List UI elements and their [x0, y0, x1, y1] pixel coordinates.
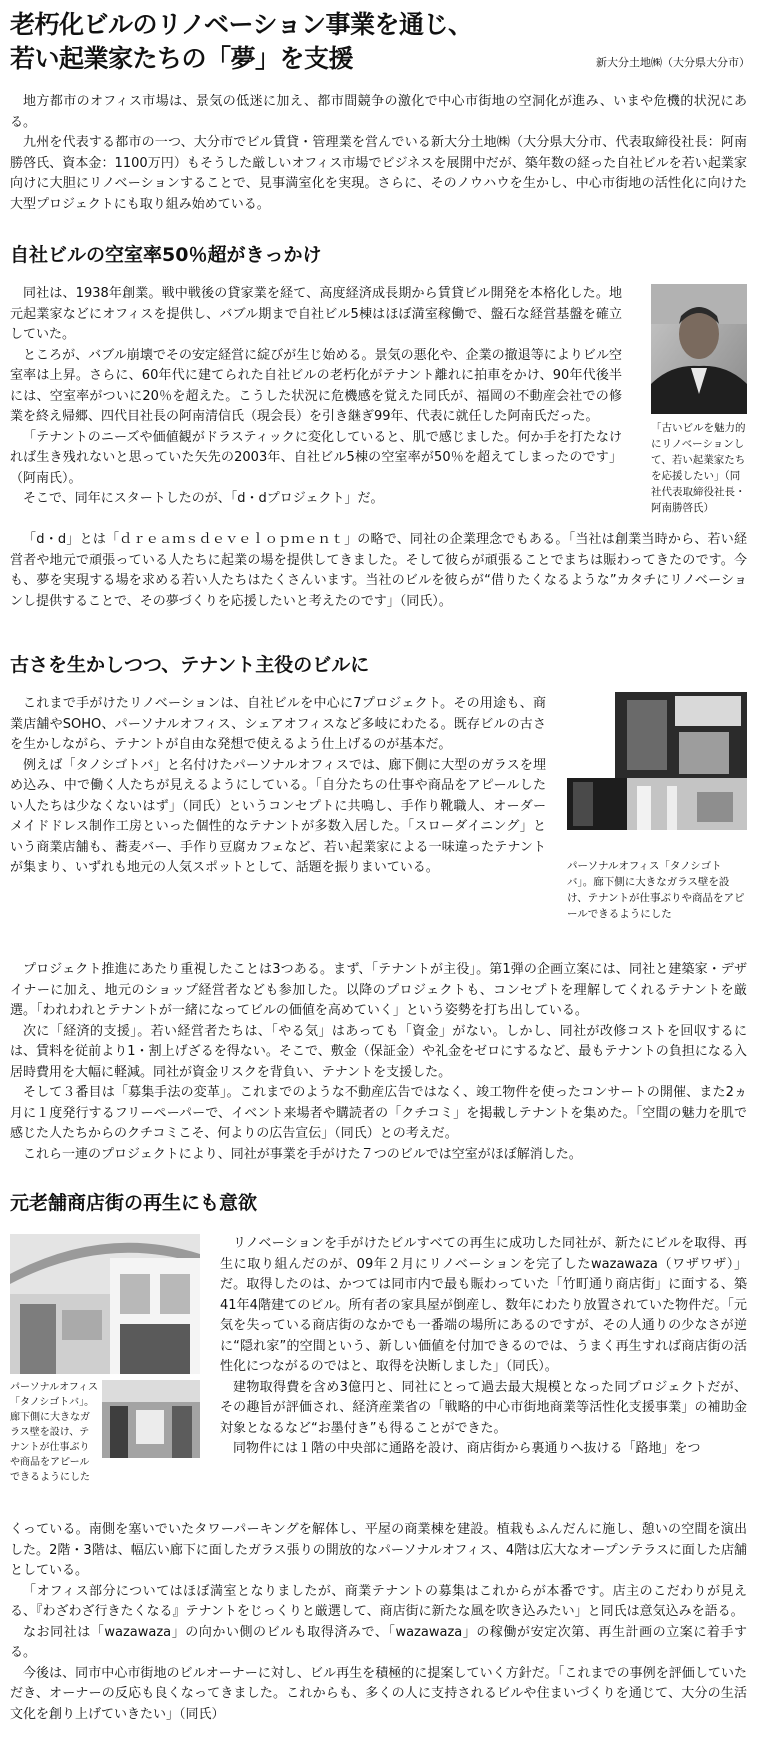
intro — [10, 92, 747, 215]
office-image — [567, 692, 747, 830]
paragraph: 例えば「タノシゴトバ」と名付けたパーソナルオフィスでは、廊下側に大型のガラスを埋め込み、中で働く人たちが見えるようにしている。「自分たちの仕事や商品をアピールしたい人たちは少なくないはず」（同氏）というコンセプトに共鳴し、手作り靴職人、オーダーメイドドレス制作工房といった個性的なテナントが多数入居した。「スローダイニング」という商業店舗も、蕎麦バー、手作り豆腐カフェなど、若い起業家による一味違ったテナントが集まり、いずれも地元の人気スポットとして、話題を振りまいている。 — [10, 757, 546, 875]
company-name: 新大分土地㈱（大分県大分市） — [596, 56, 750, 69]
paragraph: これら一連のプロジェクトにより、同社が事業を手がけた７つのビルでは空室がほぼ解消した。 — [23, 1146, 582, 1162]
office-photos — [567, 692, 747, 830]
paragraph: 「d・d」とは「ｄｒｅａｍｓｄｅｖｅｌｏｐｍｅｎｔ」の略で、同社の企業理念でもある。「当社は創業当時から、若い経営者や地元で頑張っている人たちに起業の場を提供してきました。そして彼らが頑張ることでまちは賑わってきたのです。今も、夢を実現する場を求める若い人たちはたくさんいます。当社のビルを彼らが“借りたくなるような”カタチにリノベーションし提供することで、その夢づくりを応援したいと考えたのです」（同氏）。 — [10, 532, 747, 609]
paragraph: 「テナントのニーズや価値観がドラスティックに変化していると、肌で感じました。何か手を打たなければ生き残れないと思っていた矢先の2003年、自社ビル5棟の空室率が50％を超えてしまったのです」（阿南氏）。 — [10, 429, 622, 486]
title-line-2: 若い起業家たちの「夢」を支援 — [10, 44, 354, 73]
article-title — [10, 8, 530, 76]
paragraph: リノベーションを手がけたビルすべての再生に成功した同社が、新たにビルを取得、再生に取り組んだのが、09年２月にリノベーションを完了したwazawaza（ワザワザ）」だ。取得したのは、かつては同市内で最も賑わっていた「竹町通り商店街」に面する、築41年4階建てのビル。所有者の家具屋が倒産し、数年にわたり放置されていた物件だ。「元気を失っている商店街のなかでも一番端の場所にあるのですが、その人通りの少なさが逆に“隠れ家”的空間という、新しい価値を付加できるのでは、うまく再生すれば商店街の活性化につながるのではと、取得を決断しました」（同氏）。 — [220, 1236, 747, 1374]
section2-text — [10, 694, 546, 879]
portrait-photo — [651, 284, 747, 414]
portrait-caption: 「古いビルを魅力的にリノベーションして、若い起業家たちを応援したい」（同社代表取締役社長・阿南勝啓氏） — [651, 422, 746, 514]
title-line-1: 老朽化ビルのリノベーション事業を通じ、 — [10, 10, 473, 39]
intro-paragraph: 地方都市のオフィス市場は、景気の低迷に加え、都市間競争の激化で中心市街地の空洞化が進み、いまや危機的状況にある。 — [10, 94, 747, 130]
paragraph: そこで、同年にスタートしたのが、「d・dプロジェクト」だ。 — [23, 491, 384, 506]
section3-heading: 元老舗商店街の再生にも意欲 — [10, 1192, 258, 1214]
paragraph: 「オフィス部分についてはほぼ満室となりましたが、商業テナントの募集はこれからが本番です。店主のこだわりが見える、『わざわざ行きたくなる』テナントをじっくりと厳選して、商店街に新たな風を吹き込みたい」と同氏は意気込みを語る。 — [10, 1583, 747, 1619]
portrait-image — [651, 284, 747, 414]
intro-paragraph: 九州を代表する都市の一つ、大分市でビル賃貸・管理業を営んでいる新大分土地㈱（大分県大分市、代表取締役社長：阿南勝啓氏、資本金：1100万円）もそうした厳しいオフィス市場でビジネスを展開中だが、築年数の経った自社ビルを若い起業家向けに大胆にリノベーションすることで、見事満室化を実現。さらに、そのノウハウを生かし、中心市街地の活性化に向けた大型プロジェクトにも取り組み始めている。 — [10, 135, 747, 212]
office-caption: パーソナルオフィス「タノシゴトバ」。廊下側に大きなガラス壁を設け、テナントが仕事ぶりや商品をアピールできるようにした — [567, 860, 745, 920]
section3-text — [220, 1234, 747, 1460]
paragraph: なお同社は「wazawaza」の向かい側のビルも取得済みで、「wazawaza」の稼働が安定次第、再生計画の立案に着手する。 — [10, 1624, 747, 1660]
paragraph: 次に「経済的支援」。若い経営者たちは、「やる気」はあっても「資金」がない。しかし、同社が改修コストを回収するには、賃料を従前より1・割上げざるを得ない。そこで、敷金（保証金）や礼金をゼロにするなど、最もテナントの負担になる入居時費用を大幅に軽減。同社が資金リスクを背負い、テナントを支援した。 — [10, 1023, 747, 1080]
interior-image — [102, 1380, 200, 1458]
paragraph: くっている。南側を塞いでいたタワーパーキングを解体し、平屋の商業棟を建設。植栽もふんだんに施し、憩いの空間を演出した。2階・3階は、幅広い廊下に面したガラス張りの開放的なパーソナルオフィス、4階は広大なオープンテラスに面した店舗としている。 — [10, 1522, 747, 1578]
section1-heading: 自社ビルの空室率50％超がきっかけ — [10, 244, 322, 266]
paragraph: プロジェクト推進にあたり重視したことは3つある。まず、「テナントが主役」。第1弾の企画立案には、同社と建築家・デザイナーに加え、地元のショップ経営者なども参加した。以降のプロジェクトも、コンセプトを理解してくれるテナントを厳選。「われわれとテナントが一緒になってビルの価値を高めていく」という姿勢を打ち出している。 — [10, 962, 747, 1018]
paragraph: これまで手がけたリノベーションは、自社ビルを中心に7プロジェクト。その用途も、商業店舗やSOHO、パーソナルオフィス、シェアオフィスなど多岐にわたる。既存ビルの古さを生かしながら、テナントが自由な発想で使えるよう仕上げるのが基本だ。 — [10, 696, 546, 752]
section2-text-full — [10, 960, 747, 1165]
section1-text-full — [10, 530, 747, 612]
paragraph: ところが、バブル崩壊でその安定経営に綻びが生じ始める。景気の悪化や、企業の撤退等によりビル空室率は上昇。さらに、60年代に建てられた自社ビルの老朽化がテナント離れに拍車をかけ、90年代後半には、空室率がついに20％を超えた。こうした状況に危機感を覚えた同氏が、福岡の不動産会社での修業を終え帰郷、四代目社長の阿南清信氏（現会長）を引き継ぎ99年、代表に就任した阿南氏だった。 — [10, 347, 622, 424]
building-photo — [10, 1234, 200, 1374]
section2-heading: 古さを生かしつつ、テナント主役のビルに — [10, 654, 370, 676]
paragraph: 同物件には１階の中央部に通路を設け、商店街から裏通りへ抜ける「路地」をつ — [233, 1441, 701, 1456]
paragraph: 建物取得費を含め3億円と、同社にとって過去最大規模となった同プロジェクトだが、その趣旨が評価され、経済産業省の「戦略的中心市街地商業等活性化支援事業」の補助金対象となるなど“お墨付き”も得ることができた。 — [220, 1379, 747, 1436]
paragraph: 今後は、同市中心市街地のビルオーナーに対し、ビル再生を積極的に提案していく方針だ。「これまでの事例を評価していただき、オーナーの反応も良くなってきました。これからも、多くの人に支持されるビルや住まいづくりを通じて、大分の生活文化を創り上げていきたい」（同氏） — [10, 1665, 747, 1722]
interior-photo — [102, 1380, 200, 1458]
paragraph: そして３番目は「募集手法の変革」。これまでのような不動産広告ではなく、竣工物件を使ったコンサートの開催、また2ヵ月に１度発行するフリーペーパーで、イベント来場者や購読者の「クチコミ」を掲載しテナントを集めた。「空間の魅力を肌で感じた人たちからのクチコミこそ、何よりの広告宣伝」（同氏）との考えだ。 — [10, 1085, 747, 1141]
building-caption: パーソナルオフィス「タノシゴトバ」。廊下側に大きなガラス壁を設け、テナントが仕事ぶりや商品をアピールできるようにした — [10, 1382, 98, 1483]
section3-text-full — [10, 1520, 747, 1725]
section1-text — [10, 284, 622, 510]
building-image — [10, 1234, 200, 1374]
paragraph: 同社は、1938年創業。戦中戦後の貸家業を経て、高度経済成長期から賃貸ビル開発を本格化した。地元起業家などにオフィスを提供し、バブル期まで自社ビル5棟はほぼ満室稼働で、盤石な経営基盤を確立していた。 — [10, 286, 622, 342]
